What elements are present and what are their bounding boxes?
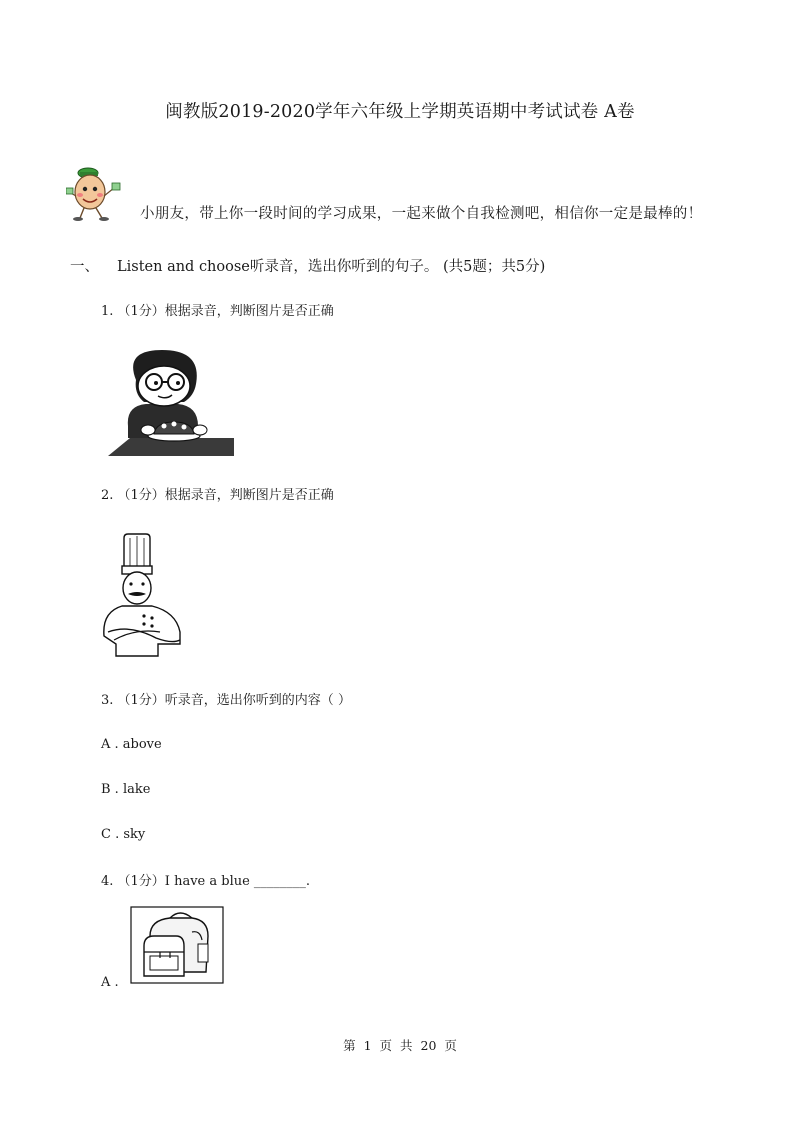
document-title: 闽教版2019-2020学年六年级上学期英语期中考试试卷 A卷 xyxy=(165,102,635,122)
question-1: 1. （1分）根据录音，判断图片是否正确 xyxy=(101,304,334,319)
footer-page-label: 第 xyxy=(343,1038,356,1053)
question-3-option-a[interactable]: A . above xyxy=(101,737,162,752)
question-2: 2. （1分）根据录音，判断图片是否正确 xyxy=(101,488,334,503)
question-4: 4. （1分）I have a blue ________. xyxy=(101,874,311,889)
footer-total-pages: 20 xyxy=(420,1038,437,1053)
footer-page-number: 1 xyxy=(363,1038,372,1053)
footer-total-label: 共 xyxy=(400,1038,413,1053)
question-3-option-c[interactable]: C . sky xyxy=(101,827,146,842)
question-4-option-a-label[interactable]: A . xyxy=(101,975,119,990)
page-footer xyxy=(0,1036,800,1054)
chef-with-crossed-arms-image xyxy=(100,532,184,660)
boy-with-glasses-and-cake-image xyxy=(106,346,238,458)
greeting-text: 小朋友，带上你一段时间的学习成果，一起来做个自我检测吧，相信你一定是最棒的！ xyxy=(140,206,703,222)
section-heading xyxy=(70,255,545,276)
backpack-image xyxy=(130,906,224,984)
section-title: Listen and choose听录音，选出你听到的句子。 (共5题；共5分) xyxy=(117,259,546,275)
footer-page-unit: 页 xyxy=(379,1038,393,1053)
footer-total-unit: 页 xyxy=(444,1038,457,1053)
mascot-illustration xyxy=(66,166,130,224)
question-3: 3. （1分）听录音，选出你听到的内容（ ） xyxy=(101,693,351,708)
question-3-option-b[interactable]: B . lake xyxy=(101,782,151,797)
section-number: 一、 xyxy=(70,259,99,275)
